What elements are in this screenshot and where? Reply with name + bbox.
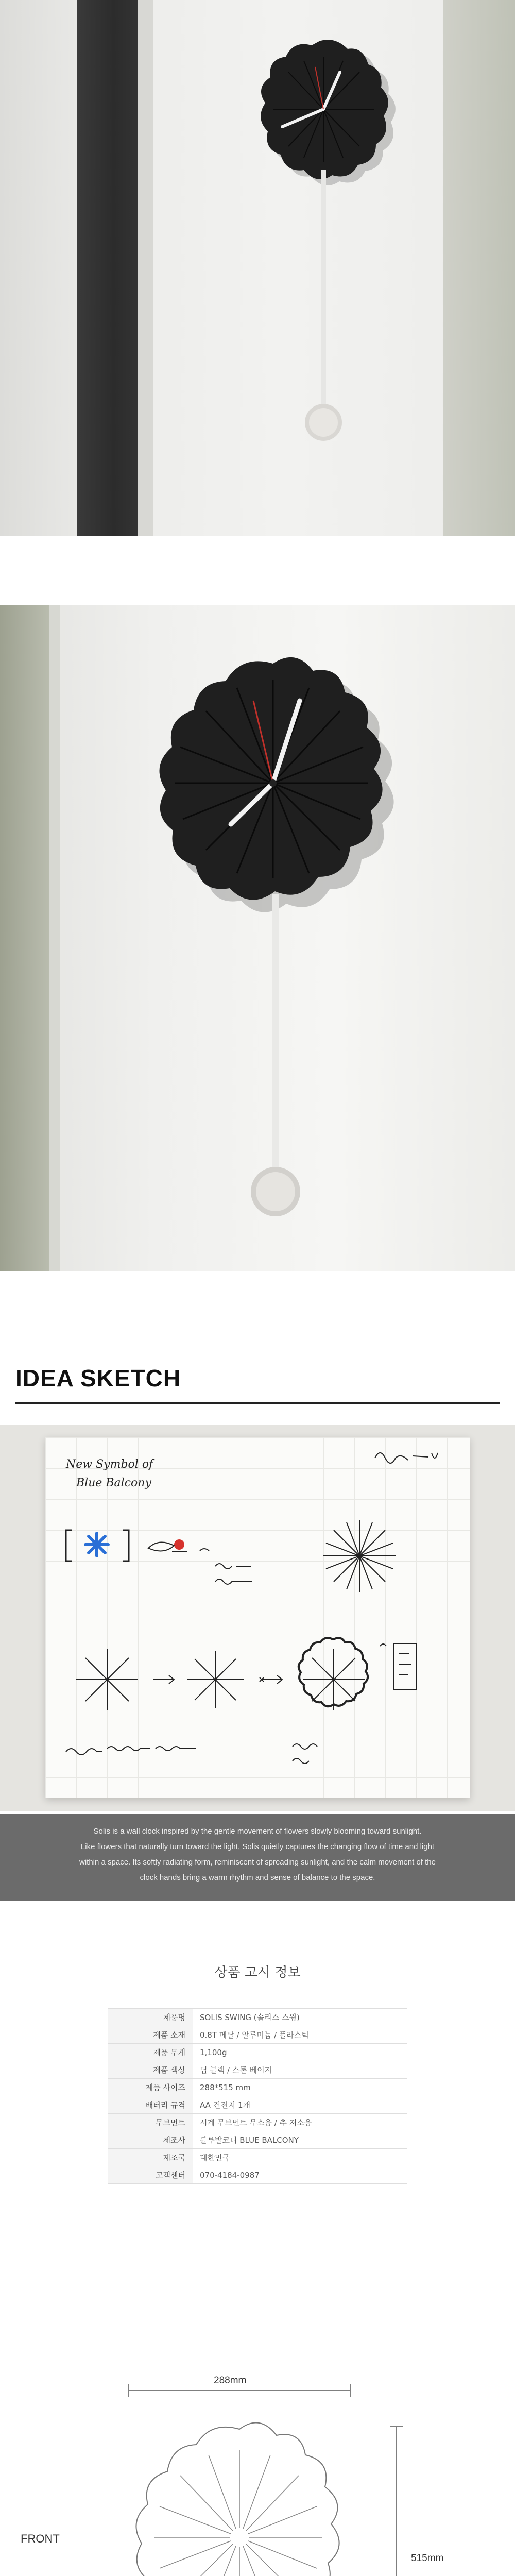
info-key: 고객센터: [108, 2166, 193, 2184]
info-value: 블루발코니 BLUE BALCONY: [193, 2131, 407, 2149]
clock-photo-1: [0, 0, 515, 536]
info-key: 배터리 규격: [108, 2096, 193, 2114]
info-value: 딥 블랙 / 스톤 베이지: [193, 2061, 407, 2079]
sketch-note: New Symbol of: [66, 1458, 153, 1471]
info-key: 제조국: [108, 2149, 193, 2166]
info-value: 070-4184-0987: [193, 2166, 407, 2184]
idea-sketch-paper: [45, 1437, 470, 1798]
info-row: [108, 2026, 407, 2044]
info-value: 288*515 mm: [193, 2079, 407, 2096]
description-line: clock hands bring a warm rhythm and sense of balance to the space.: [140, 1873, 375, 1882]
info-row: [108, 2044, 407, 2061]
info-key: 무브먼트: [108, 2114, 193, 2131]
info-row: [108, 2131, 407, 2149]
info-key: 제품 소재: [108, 2026, 193, 2044]
info-row: [108, 2061, 407, 2079]
info-row: [108, 2149, 407, 2166]
sketch-drawings: [45, 1437, 470, 1798]
front-label: FRONT: [21, 2532, 60, 2545]
info-value: SOLIS SWING (솔리스 스윙): [193, 2009, 407, 2026]
info-row: [108, 2166, 407, 2184]
info-row: [108, 2079, 407, 2096]
info-value: 시계 무브먼트 무소음 / 추 저소음: [193, 2114, 407, 2131]
info-key: 제조사: [108, 2131, 193, 2149]
info-value: AA 건전지 1개: [193, 2096, 407, 2114]
info-title: 상품 고시 정보: [214, 1965, 301, 1980]
description-line: within a space. Its softly radiating form, reminiscent of spreading sunlight, and the calm movement of the: [79, 1858, 436, 1867]
product-photo-closeup: [0, 605, 515, 1271]
description-line: Like flowers that naturally turn toward the light, Solis quietly captures the changing flow of time and light: [80, 1842, 435, 1851]
description-line: Solis is a wall clock inspired by the gentle movement of flowers slowly blooming toward sunlight.: [93, 1827, 422, 1836]
section-divider: [15, 1402, 500, 1404]
info-key: 제품명: [108, 2009, 193, 2026]
info-value: 대한민국: [193, 2149, 407, 2166]
front-drawing: [0, 2344, 515, 2576]
description-box: [0, 1814, 515, 1901]
section-title: IDEA SKETCH: [15, 1365, 181, 1392]
height-dimension-label: 515mm: [411, 2553, 444, 2564]
product-photo-wall: [0, 0, 515, 536]
width-dimension-label: 288mm: [214, 2375, 247, 2386]
info-row: [108, 2114, 407, 2131]
info-key: 제품 색상: [108, 2061, 193, 2079]
sketch-note: Blue Balcony: [76, 1477, 151, 1489]
info-key: 제품 무게: [108, 2044, 193, 2061]
info-row: [108, 2009, 407, 2026]
clock-photo-2: [0, 605, 515, 1271]
info-row: [108, 2096, 407, 2114]
product-info-table: [108, 2008, 407, 2184]
info-value: 0.8T 메탈 / 알루미늄 / 플라스틱: [193, 2026, 407, 2044]
info-value: 1,100g: [193, 2044, 407, 2061]
info-key: 제품 사이즈: [108, 2079, 193, 2096]
